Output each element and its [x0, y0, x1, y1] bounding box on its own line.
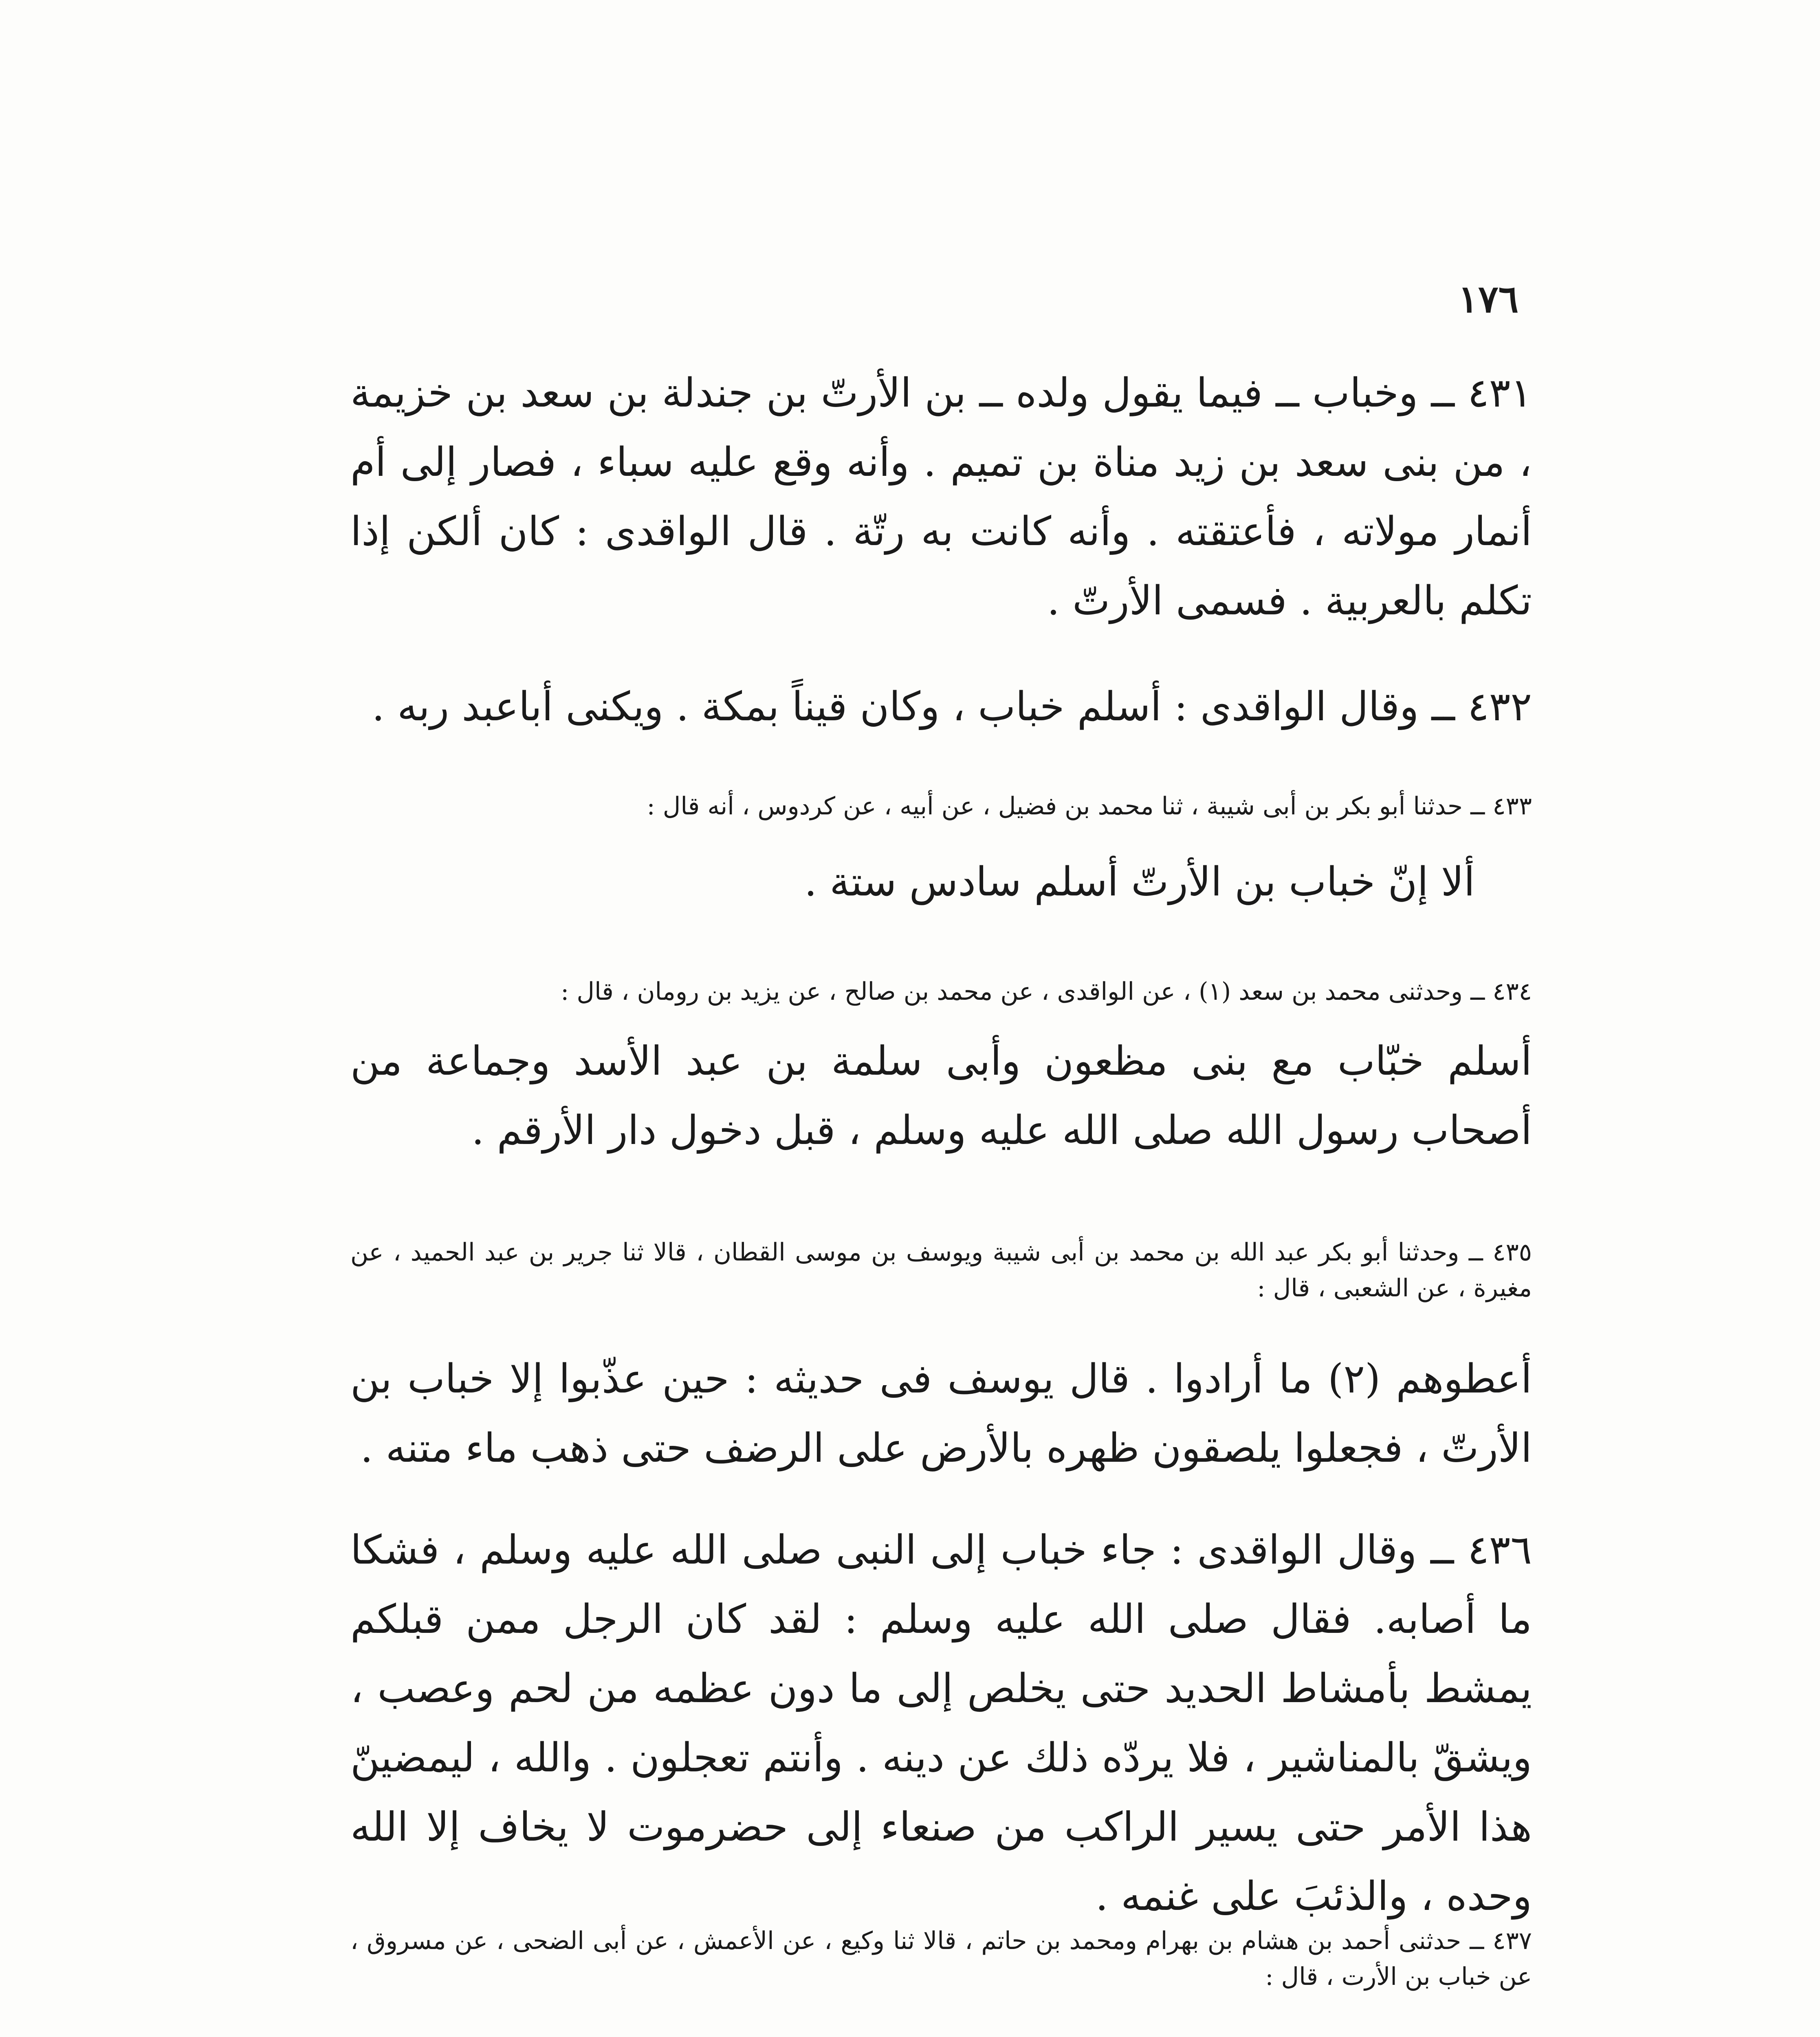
paragraph-431: ٤٣١ ــ وخباب ــ فيما يقول ولده ــ بن الأرتّ بن جندلة بن سعد بن خزيمة ، من بنى سعد بن زيد مناة بن تميم . وأنه وقع عليه سباء ، فصار إلى أم أنمار مولاته ، فأعتقته . وأنه كانت به رتّة . قال الواقدى : كان ألكن إذا تكلم بالعربية . فسمى الأرتّ . [350, 370, 1532, 624]
isnad-434: ٤٣٤ ــ وحدثنى محمد بن سعد (١) ، عن الواقدى ، عن محمد بن صالح ، عن يزيد بن رومان ، قال : [561, 977, 1532, 1006]
paragraph-434-text: أسلم خبّاب مع بنى مظعون وأبى سلمة بن عبد الأسد وجماعة من أصحاب رسول الله صلى الله عليه وسلم ، قبل دخول دار الأرقم . [350, 1038, 1532, 1154]
paragraph-436: ٤٣٦ ــ وقال الواقدى : جاء خباب إلى النبى صلى الله عليه وسلم ، فشكا ما أصابه. فقال صلى الله عليه وسلم : لقد كان الرجل ممن قبلكم يمشط بأمشاط الحديد حتى يخلص إلى ما دون عظمه من لحم وعصب ، ويشقّ بالمناشير ، فلا يردّه ذلك عن دينه . وأنتم تعجلون . والله ، ليمضينّ هذا الأمر حتى يسير الراكب من صنعاء إلى حضرموت لا يخاف إلا الله وحده ، والذئبَ على غنمه . [350, 1527, 1532, 1920]
paragraph-432: ٤٣٢ ــ وقال الواقدى : أسلم خباب ، وكان قيناً بمكة . ويكنى أباعبد ربه . [372, 684, 1532, 730]
paragraph-437-text [350, 2033, 1532, 2037]
isnad-437: ٤٣٧ ــ حدثنى أحمد بن هشام بن بهرام ومحمد بن حاتم ، قالا ثنا وكيع ، عن الأعمش ، عن أبى الضحى ، عن مسروق ، عن خباب بن الأرت ، قال : [350, 1927, 1532, 1991]
paragraph-435-text: أعطوهم (٢) ما أرادوا . قال يوسف فى حديثه : حين عذّبوا إلا خباب بن الأرتّ ، فجعلوا يلصقون ظهره بالأرض على الرضف حتى ذهب ماء متنه . [350, 1356, 1532, 1472]
page-number: ١٧٦ [1458, 277, 1519, 321]
paragraph-433-text: ألا إنّ خباب بن الأرتّ أسلم سادس ستة . [804, 859, 1475, 905]
isnad-435: ٤٣٥ ــ وحدثنا أبو بكر عبد الله بن محمد بن أبى شيبة ويوسف بن موسى القطان ، قالا ثنا جرير بن عبد الحميد ، عن مغيرة ، عن الشعبى ، قال : [350, 1238, 1532, 1302]
isnad-433: ٤٣٣ ــ حدثنا أبو بكر بن أبى شيبة ، ثنا محمد بن فضيل ، عن أبيه ، عن كردوس ، أنه قال : [647, 792, 1532, 821]
